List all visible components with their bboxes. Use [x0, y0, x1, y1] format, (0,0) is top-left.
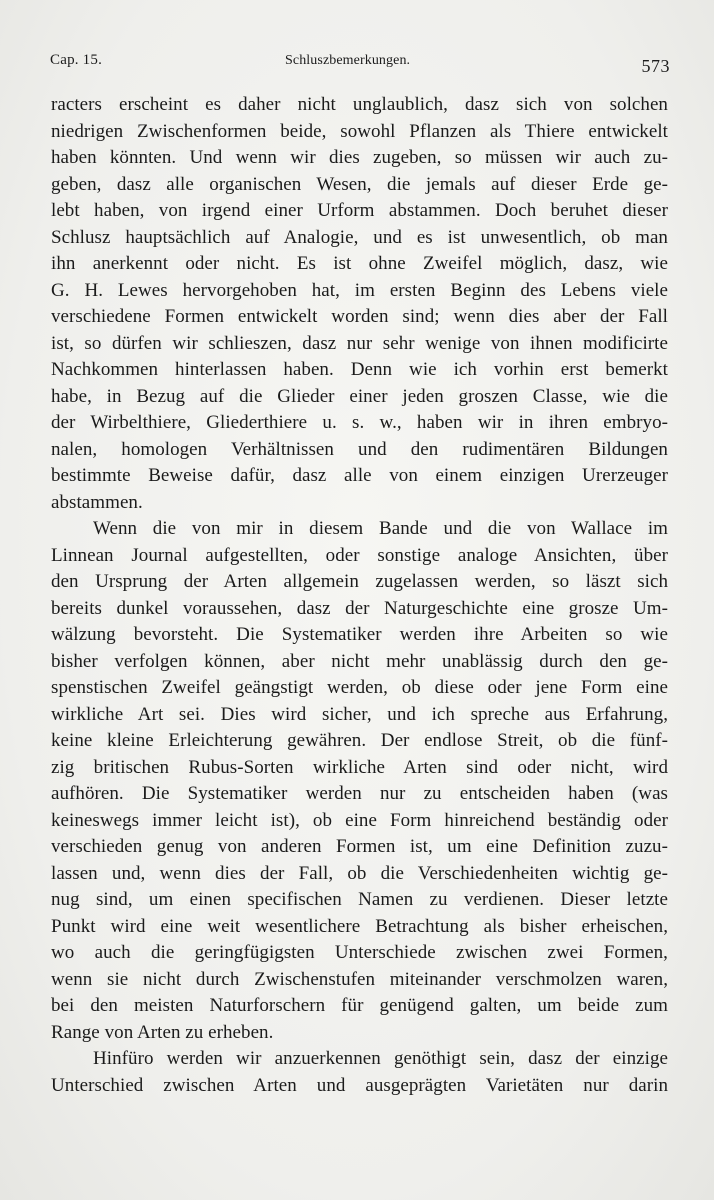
text-line: wälzung bevorsteht. Die Systematiker werden ihre Arbeiten so wie	[51, 624, 668, 645]
text-line: keineswegs immer leicht ist), ob eine Form hinreichend beständig oder	[51, 809, 668, 831]
text-line: nug sind, um einen specifischen Namen zu verdienen. Dieser letzte	[51, 889, 668, 910]
running-head	[50, 48, 670, 76]
text-line: bisher verfolgen können, aber nicht mehr unablässig durch den ge-	[51, 650, 668, 672]
text-line: aufhören. Die Systematiker werden nur zu entscheiden haben (was	[51, 783, 668, 804]
text-line: abstammen.	[51, 491, 143, 513]
text-line: keine kleine Erleichterung gewähren. Der endlose Streit, ob die fünf-	[51, 730, 668, 751]
text-line: Linnean Journal aufgestellten, oder sonstige analoge Ansichten, über	[51, 544, 668, 566]
text-line: verschieden genug von anderen Formen ist, um eine Definition zuzu-	[51, 836, 668, 857]
text-line: Hinfüro werden wir anzuerkennen genöthigt sein, dasz der einzige	[93, 1048, 668, 1069]
text-line: Wenn die von mir in diesem Bande und die von Wallace im	[93, 518, 668, 539]
text-line: wo auch die geringfügigsten Unterschiede zwischen zwei Formen,	[51, 942, 668, 963]
text-line: haben könnten. Und wenn wir dies zugeben, so müssen wir auch zu-	[51, 147, 668, 168]
text-line: Punkt wird eine weit wesentlichere Betrachtung als bisher erheischen,	[51, 915, 668, 937]
text-line: bereits dunkel voraussehen, dasz der Naturgeschichte eine grosze Um-	[51, 597, 668, 619]
text-line: Range von Arten zu erheben.	[51, 1021, 274, 1043]
text-line: nalen, homologen Verhältnissen und den rudimentären Bildungen	[51, 438, 668, 460]
text-line: Schlusz hauptsächlich auf Analogie, und es ist unwesentlich, ob man	[51, 226, 668, 248]
text-line: bei den meisten Naturforschern für genügend galten, um beide zum	[51, 995, 668, 1016]
text-line: spenstischen Zweifel geängstigt werden, ob diese oder jene Form eine	[51, 677, 668, 698]
text-line: G. H. Lewes hervorgehoben hat, im ersten Beginn des Lebens viele	[51, 279, 668, 301]
body-text	[51, 92, 668, 1099]
text-line: ihn anerkennt oder nicht. Es ist ohne Zweifel möglich, dasz, wie	[51, 253, 668, 274]
text-line: lassen und, wenn dies der Fall, ob die Verschiedenheiten wichtig ge-	[51, 862, 668, 884]
text-line: bestimmte Beweise dafür, dasz alle von einem einzigen Urerzeuger	[51, 465, 668, 486]
text-line: geben, dasz alle organischen Wesen, die jemals auf dieser Erde ge-	[51, 173, 668, 195]
text-line: wirkliche Art sei. Dies wird sicher, und ich spreche aus Erfahrung,	[51, 703, 668, 725]
text-line: verschiedene Formen entwickelt worden sind; wenn dies aber der Fall	[51, 306, 668, 327]
text-line: der Wirbelthiere, Gliederthiere u. s. w., haben wir in ihren embryo-	[51, 412, 668, 433]
text-line: ist, so dürfen wir schlieszen, dasz nur sehr wenige von ihnen modificirte	[51, 332, 668, 354]
text-line: den Ursprung der Arten allgemein zugelassen werden, so läszt sich	[51, 571, 668, 592]
text-line: Unterschied zwischen Arten und ausgeprägten Varietäten nur darin	[51, 1074, 668, 1096]
text-line: Nachkommen hinterlassen haben. Denn wie ich vorhin erst bemerkt	[51, 359, 668, 380]
text-line: lebt haben, von irgend einer Urform abstammen. Doch beruhet dieser	[51, 200, 668, 221]
text-line: wenn sie nicht durch Zwischenstufen miteinander verschmolzen waren,	[51, 968, 668, 990]
text-line: racters erscheint es daher nicht unglaublich, dasz sich von solchen	[51, 94, 668, 115]
text-line: zig britischen Rubus-Sorten wirkliche Arten sind oder nicht, wird	[51, 756, 668, 778]
chapter-label: Cap. 15.	[50, 52, 103, 68]
running-title: Schluszbemerkungen.	[285, 53, 411, 68]
text-line: habe, in Bezug auf die Glieder einer jeden groszen Classe, wie die	[51, 385, 668, 407]
text-line: niedrigen Zwischenformen beide, sowohl Pflanzen als Thiere entwickelt	[51, 120, 668, 142]
page-number: 573	[641, 56, 670, 76]
